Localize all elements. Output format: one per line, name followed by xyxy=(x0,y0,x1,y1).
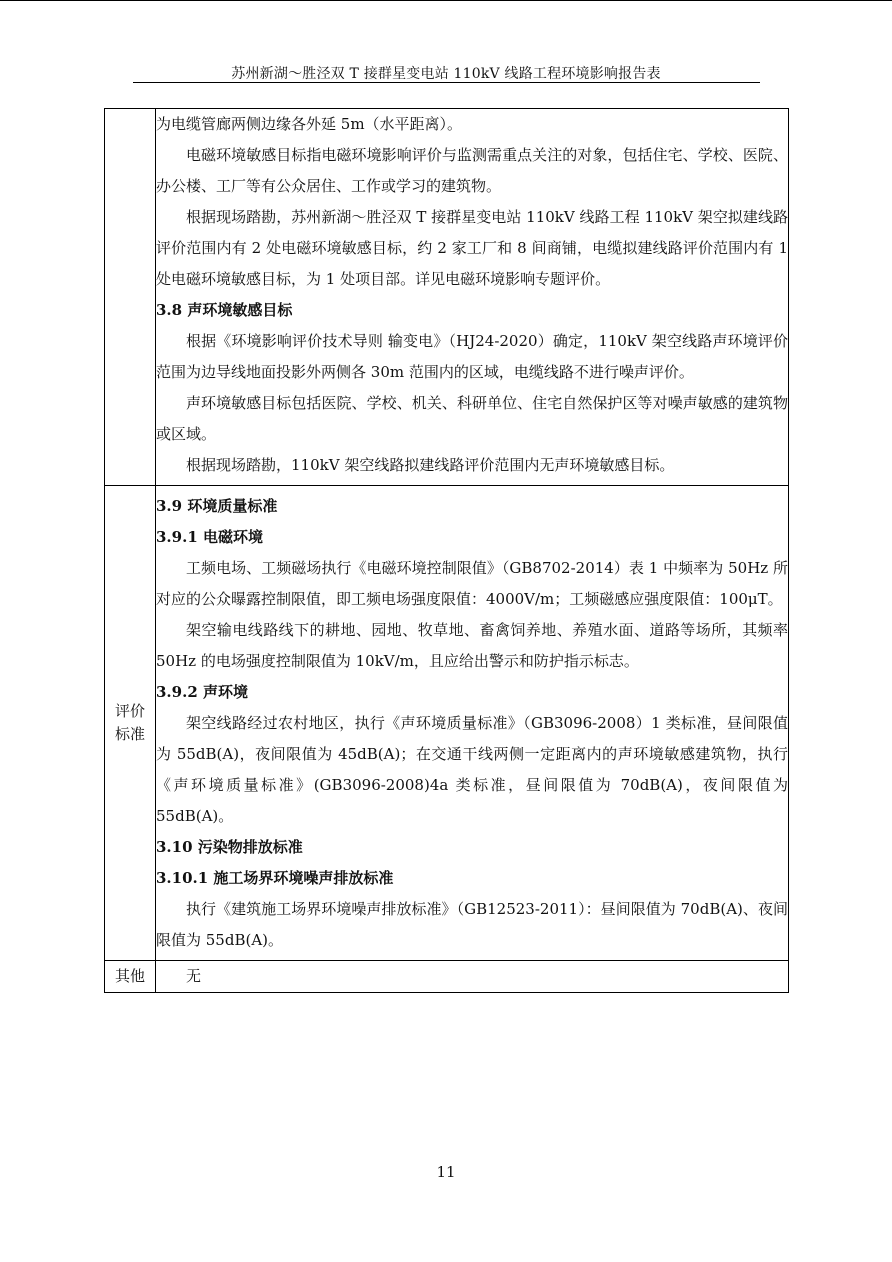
paragraph: 电磁环境敏感目标指电磁环境影响评价与监测需重点关注的对象，包括住宅、学校、医院、办公楼、工厂等有公众居住、工作或学习的建筑物。 xyxy=(156,146,788,195)
header-rule xyxy=(133,82,760,83)
paragraph: 根据现场踏勘，110kV 架空线路拟建线路评价范围内无声环境敏感目标。 xyxy=(186,456,675,474)
section-heading: 3.9 环境质量标准 xyxy=(156,497,278,515)
table-row-other xyxy=(105,961,789,993)
row-label-evaluation-standards xyxy=(105,486,156,961)
section-heading: 3.10 污染物排放标准 xyxy=(156,838,303,856)
running-header-title: 苏州新湖～胜泾双 T 接群星变电站 110kV 线路工程环境影响报告表 xyxy=(231,66,661,82)
paragraph: 架空输电线路线下的耕地、园地、牧草地、畜禽饲养地、养殖水面、道路等场所，其频率 50Hz 的电场强度控制限值为 10kV/m，且应给出警示和防护指示标志。 xyxy=(156,621,788,670)
section-heading: 3.9.2 声环境 xyxy=(156,683,248,701)
table-row-sensitive-targets xyxy=(105,109,789,486)
row-label-line: 标准 xyxy=(114,725,145,743)
paragraph: 为电缆管廊两侧边缘各外延 5m（水平距离）。 xyxy=(156,115,463,133)
row-content-other xyxy=(156,961,789,993)
page-top-border xyxy=(0,0,892,1)
row-content-evaluation-standards xyxy=(156,486,789,961)
paragraph: 执行《建筑施工场界环境噪声排放标准》（GB12523-2011）：昼间限值为 70dB(A)、夜间限值为 55dB(A)。 xyxy=(156,900,788,949)
page-number: 11 xyxy=(436,1163,456,1181)
row-label-empty xyxy=(105,109,156,486)
paragraph: 架空线路经过农村地区，执行《声环境质量标准》（GB3096-2008）1 类标准，昼间限值为 55dB(A)，夜间限值为 45dB(A)；在交通干线两侧一定距离内的声环境敏感建筑物，执行《声环境质量标准》(GB3096-2008)4a 类标准，昼间限值为 70dB(A)，夜间限值为 55dB(A)。 xyxy=(156,714,788,825)
paragraph: 声环境敏感目标包括医院、学校、机关、科研单位、住宅自然保护区等对噪声敏感的建筑物或区域。 xyxy=(156,394,788,443)
row-label-other: 其他 xyxy=(105,961,156,993)
row-content-sensitive-targets xyxy=(156,109,789,486)
paragraph: 根据《环境影响评价技术导则 输变电》（HJ24-2020）确定，110kV 架空线路声环境评价范围为边导线地面投影外两侧各 30m 范围内的区域，电缆线路不进行噪声评价。 xyxy=(156,332,788,381)
paragraph: 工频电场、工频磁场执行《电磁环境控制限值》（GB8702-2014）表 1 中频率为 50Hz 所对应的公众曝露控制限值，即工频电场强度限值：4000V/m；工频磁感应强度限值：100μT。 xyxy=(156,559,788,608)
table-row-evaluation-standards xyxy=(105,486,789,961)
section-heading: 3.8 声环境敏感目标 xyxy=(156,301,293,319)
section-heading: 3.10.1 施工场界环境噪声排放标准 xyxy=(156,869,394,887)
paragraph: 根据现场踏勘，苏州新湖～胜泾双 T 接群星变电站 110kV 线路工程 110kV 架空拟建线路评价范围内有 2 处电磁环境敏感目标，约 2 家工厂和 8 间商铺，电缆拟建线路评价范围内有 1 处电磁环境敏感目标，为 1 处项目部。详见电磁环境影响专题评价。 xyxy=(156,208,788,288)
section-heading: 3.9.1 电磁环境 xyxy=(156,528,263,546)
row-label-line: 评价 xyxy=(114,702,145,720)
report-table xyxy=(104,108,789,993)
paragraph: 无 xyxy=(186,967,202,985)
